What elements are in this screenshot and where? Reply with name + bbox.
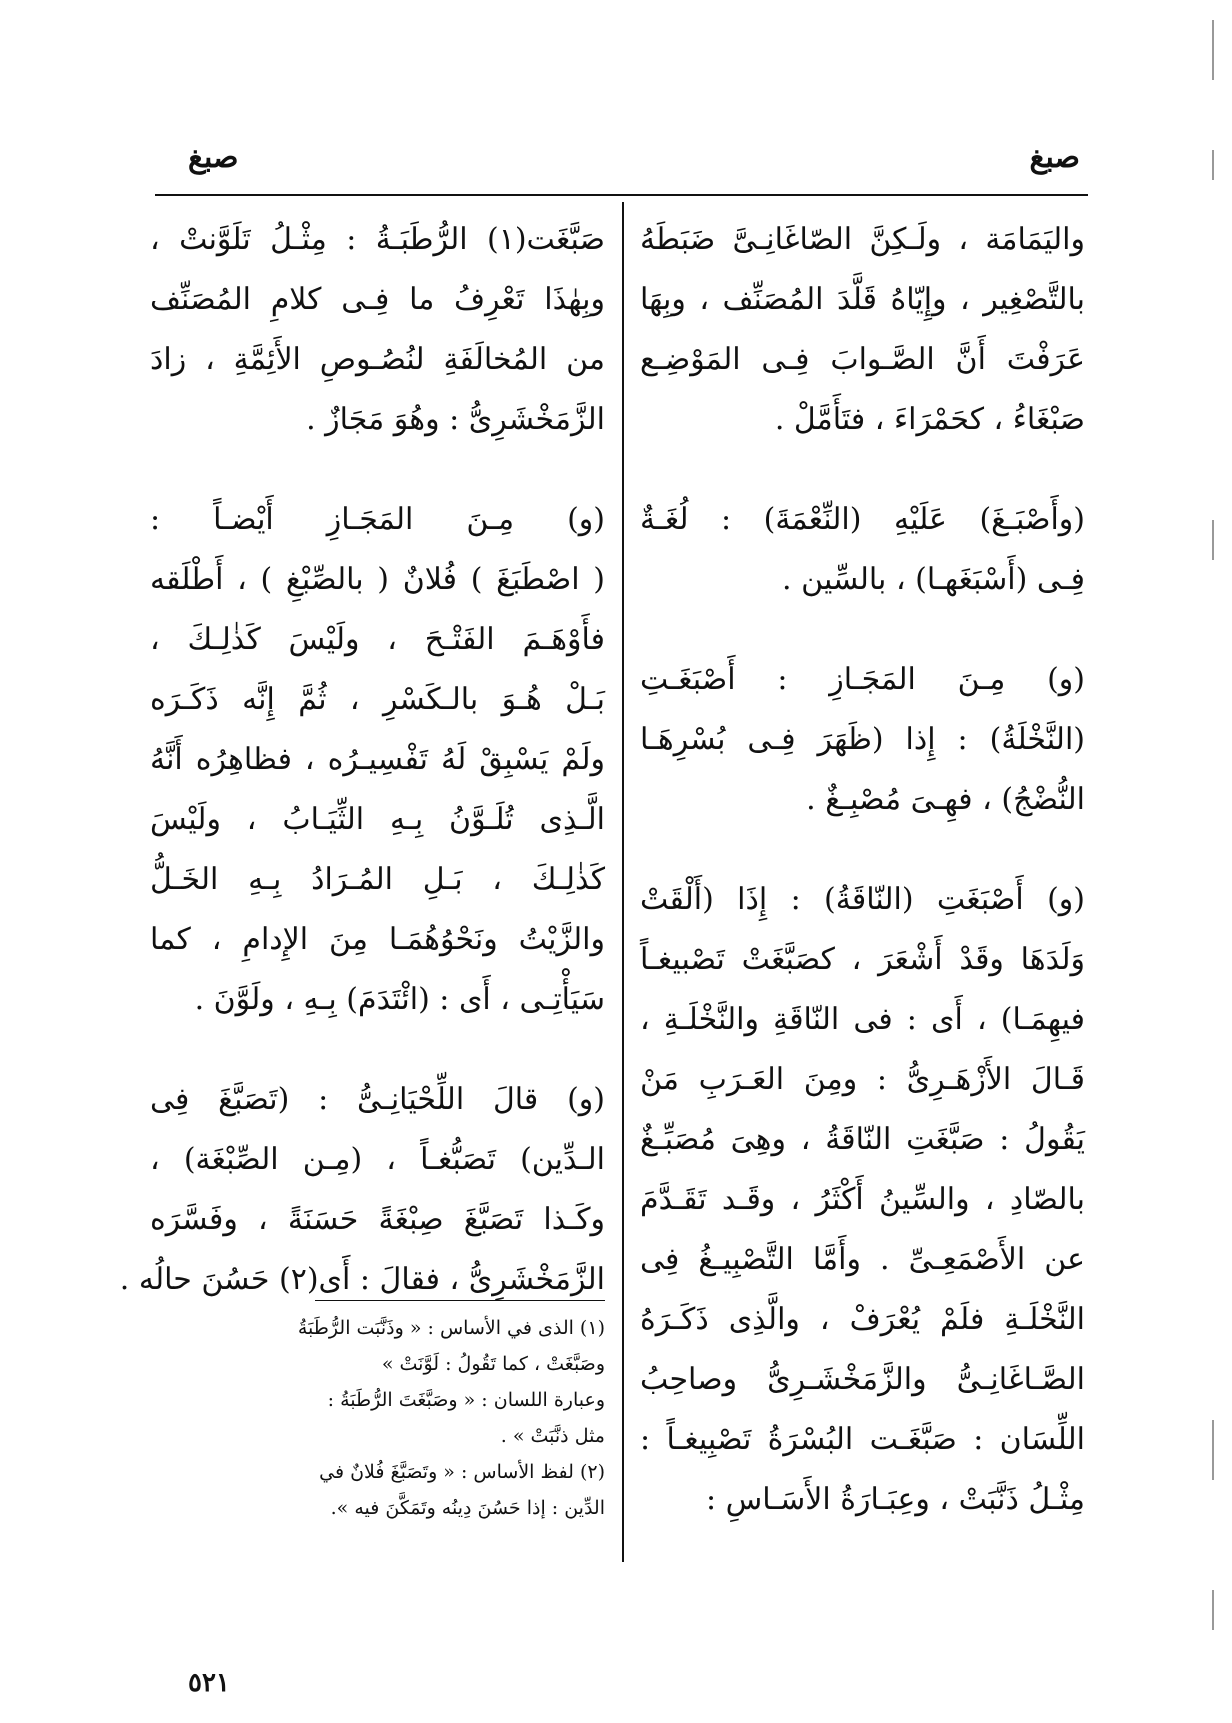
text-line: والزَّيْتُ ونَحْوُهُمَـا مِنَ الإِدامِ ، كما [150,922,605,957]
footnotes [150,1310,605,1526]
text-line: يَقُولُ : صَبَّغَتِ النّاقَةُ ، وهِىَ مُصَبِّـغٌ [640,1122,1085,1157]
text-line: وكَـذا تَصَبَّغَ صِبْغَةً حَسَنَةً ، وفَسَّرَه [150,1202,605,1237]
text-line: النُّضْجُ) ، فهِـىَ مُصْبِـغٌ . [806,782,1085,817]
paragraph [150,490,605,1030]
footnote-line: الدِّين : إذا حَسُنَ دِينُه وتَمَكَّنَ فيه ». [330,1497,605,1519]
paragraph [640,490,1085,610]
text-line: الزَّمَخْشَرِىُّ ، فقالَ : أَى(٢) حَسُنَ حالُه . [119,1262,605,1297]
text-line: واليَمَامَة ، ولَـكِنَّ الصّاغَانِـىَّ ضَبَطَهُ [640,222,1085,257]
text-line: فِـى (أَسْبَغَهـا) ، بالسِّين . [782,562,1085,597]
text-line: فيهِمَـا) ، أَى : فى النّاقَةِ والنَّخْلَـةِ ، [640,1002,1085,1037]
column-divider [622,202,624,1562]
text-line: وبِهٰذَا تَعْرِفُ ما فِـى كلامِ المُصَنِّف [150,282,605,317]
text-line: قَـالَ الأَزْهَـرِىُّ : ومِنَ العَـرَبِ مَنْ [640,1062,1085,1097]
left-column [119,210,605,1350]
paragraph [640,870,1085,1530]
paragraph [640,210,1085,450]
page-header-right: صبغ [1029,140,1080,175]
text-line: وَلَدَهَا وقَدْ أَشْعَرَ ، كصَبَّغَتْ تَصْبيغـاً [640,942,1085,977]
text-line: (و) مِـنَ المَجَـازِ : أَصْبَغَـتِ [640,662,1085,697]
scan-edge-mark [1212,150,1214,180]
text-line: الـدِّين) تَصَبُّغـاً ، (مِـن الصِّبْغَة) ، [150,1142,605,1177]
text-line: ولَمْ يَسْبِقْ لَهُ تَفْسِيـرُه ، فظاهِرُه أَنَّهُ [150,742,605,777]
text-line: مِثْـلُ ذَنَّبَتْ ، وعِبَـارَةُ الأَسَـاسِ : [705,1482,1085,1517]
text-line: كَذٰلِـكَ ، بَـلِ المُـرَادُ بِـهِ الخَـلُّ [150,862,605,897]
text-line: الَّـذِى تُلَـوَّنُ بِـهِ الثِّيَـابُ ، ولَيْسَ [150,802,605,837]
text-line: بَـلْ هُـوَ بالـكَسْرِ ، ثُمَّ إِنَّه ذَكَـرَه [150,682,605,717]
text-line: فأَوْهَـمَ الفَتْـحَ ، ولَيْسَ كَذٰلِـكَ ، [150,622,605,657]
footnote-line: (٢) لفظ الأساس : « وتَصَبَّغَ فُلانٌ في [319,1461,605,1483]
text-line: الزَّمَخْشَرِىُّ : وهُوَ مَجَازٌ . [306,402,605,437]
text-line: عن الأَصْمَعِـىِّ . وأَمَّا التَّصْبِيـغُ فِى [640,1242,1085,1277]
text-line: بالصّادِ ، والسِّينُ أَكْثَرُ ، وقَـد تَقَـدَّمَ [640,1182,1085,1217]
scan-edge-mark [1212,520,1214,560]
text-line: (وأَصْبَـغَ) عَلَيْهِ (النِّعْمَةَ) : لُغَـةٌ [640,502,1085,537]
scan-edge-mark [1212,20,1214,80]
text-line: صَبَّغَت(١) الرُّطَبَـةُ : مِثْـلُ تَلَوَّنتْ ، [150,222,605,257]
text-line: (النَّخْلَةُ) : إِذا (ظَهَرَ فِـى بُسْرِهَـا [640,722,1085,757]
paragraph [150,210,605,450]
footnote-rule [315,1300,605,1301]
text-line: صَبْغَاءُ ، كحَمْرَاءَ ، فتَأَمَّلْ . [774,402,1085,437]
page-number: ٥٢١ [188,1668,230,1698]
footnote-line: وصَبَّغَتْ ، كما تَقُولُ : لَوَّنَتْ » [381,1353,605,1375]
text-line: سَيَأْتِـى ، أَى : (ائْتَدَمَ) بِـهِ ، ولَوَّنَ . [194,982,605,1017]
text-line: الصَّـاغَانِـىُّ والزَّمَخْشَـرِىُّ وصاحِبُ [640,1362,1085,1397]
header-rule [155,194,1088,196]
text-line: من المُخالَفَةِ لنُصُـوصِ الأَئِمَّةِ ، زادَ [150,342,605,377]
paragraph [640,650,1085,830]
scan-edge-mark [1212,1590,1214,1630]
text-line: عَرَفْتَ أَنَّ الصَّـوابَ فِـى المَوْضِـع [640,342,1085,377]
text-line: (و) قالَ اللِّحْيَانِـىُّ : (تَصَبَّغَ فِى [150,1082,605,1117]
text-line: اللِّسَان : صَبَّغَـت البُسْرَةُ تَصْبِيغـاً : [640,1422,1085,1457]
text-line: (و) مِـنَ المَجَـازِ أَيْضـاً : [150,502,605,537]
scan-edge-mark [1212,1420,1214,1480]
page-header-left: صبغ [188,140,239,175]
text-line: النَّخْلَـةِ فلَمْ يُعْرَفْ ، والَّذِى ذَكَـرَهُ [640,1302,1085,1337]
paragraph [119,1070,605,1310]
right-column [640,210,1085,1570]
text-line: (و) أَصْبَغَتِ (النّاقَةُ) : إِذَا (أَلْقَتْ [640,882,1085,917]
text-line: ( اصْطَبَغَ ) فُلانٌ ( بالصِّبْغِ ) ، أَطْلَقه [150,562,605,597]
text-line: بالتَّصْغِير ، وإِيّاهُ قَلَّدَ المُصَنِّف ، وبِهَا [640,282,1085,317]
footnote-line: (١) الذى في الأساس : « وذَنَّبَت الرُّطَبَةُ [297,1317,605,1339]
footnote-line: وعبارة اللسان : « وصَبَّغَتَ الرُّطَبَةُ : [327,1389,605,1411]
footnote-line: مثل ذنَّبَتْ » . [500,1425,605,1447]
